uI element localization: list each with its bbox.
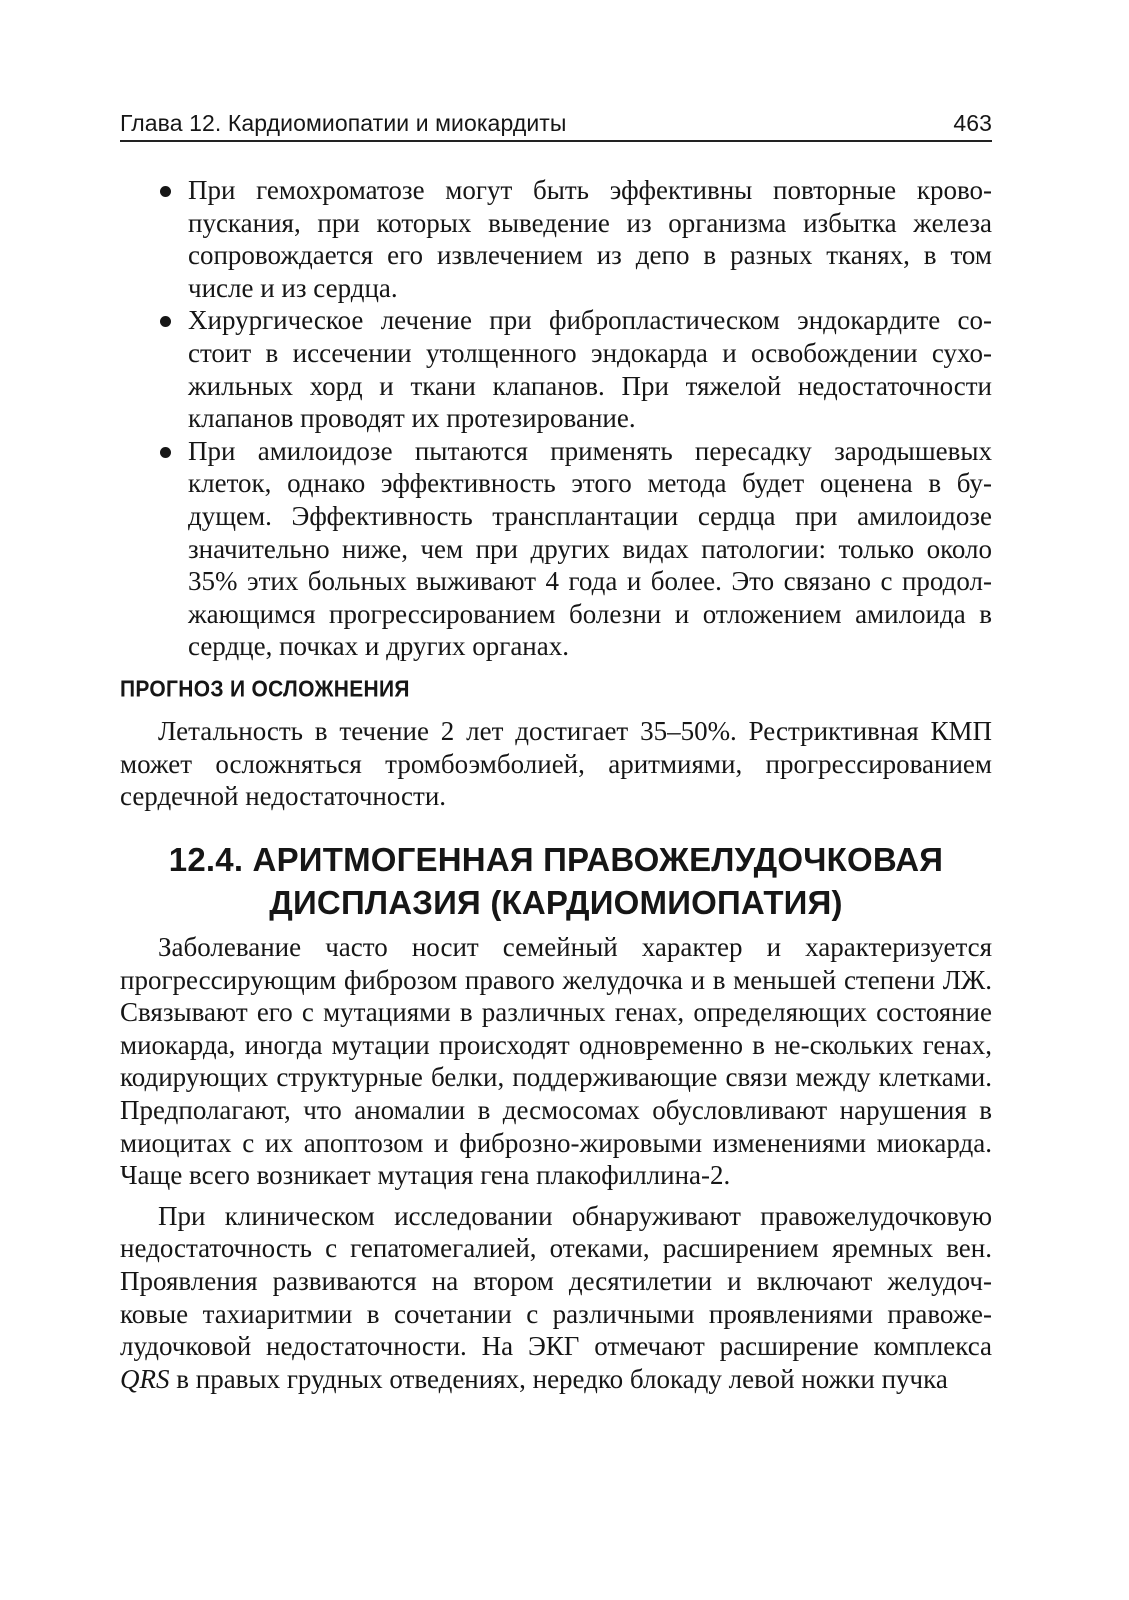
list-item [120,435,992,663]
list-item-text: Хирургическое лечение при фибропластическом эндокардите со-стоит в иссечении утолщенного эндокарда и освобождении сухо-жильных хорд и ткани клапанов. При тяжелой недостаточности клапанов проводят их протезирование. [188,305,992,434]
bullet-icon [160,447,171,458]
section-paragraph-1: Заболевание часто носит семейный характер и характеризуется прогрессирующим фиброзом правого желудочка и в меньшей степени ЛЖ. Связывают его с мутациями в различных генах, определяющих состояние миокарда, иногда мутации происходят одновременно в не-скольких генах, кодирующих структурные белки, поддерживающие связи между клетками. Предполагают, что аномалии в десмосомах обусловливают нарушения в миоцитах с их апоптозом и фиброзно-жировыми изменениями миокарда. Чаще всего возникает мутация гена плакофиллина-2. [120,932,992,1191]
list-item-text: При амилоидозе пытаются применять пересадку зародышевых клеток, однако эффективность этого метода будет оценена в бу-дущем. Эффективность трансплантации сердца при амилоидозе значительно ниже, чем при других видах патологии: только около 35% этих больных выживают 4 года и более. Это связано с продол-жающимся прогрессированием болезни и отложением амилоида в сердце, почках и других органах. [188,435,992,662]
section-paragraph-2 [120,1200,992,1396]
book-page [120,100,992,1394]
running-header [120,100,992,142]
prognosis-section [120,715,992,813]
section-body [120,931,992,1395]
list-item [120,304,992,434]
bullet-icon [160,186,171,197]
prognosis-heading: ПРОГНОЗ И ОСЛОЖНЕНИЯ [120,677,410,702]
bullet-icon [160,316,171,327]
list-item-text: При гемохроматозе могут быть эффективны повторные крово-пускания, при которых выведение из организма избытка железа сопровождается его извлечением из депо в разных тканях, в том числе и из сердца. [188,175,992,303]
list-item [120,174,992,304]
page-number: 463 [953,110,992,136]
paragraph-2-text-start: При клиническом исследовании обнаруживают правожелудочковую недостаточность с гепатомегалией, отеками, расширением яремных вен. Проявления развиваются на втором десятилетии и включают желудоч-ковые тахиаритмии в сочетании с различными проявлениями правоже-лудочковой недостаточности. На ЭКГ отмечают расширение комплекса [120,1200,992,1362]
section-title-line-2: ДИСПЛАЗИЯ (КАРДИОМИОПАТИЯ) [269,884,843,921]
section-title [120,838,992,924]
treatment-bullet-list [120,174,992,663]
section-title-line-1: 12.4. АРИТМОГЕННАЯ ПРАВОЖЕЛУДОЧКОВАЯ [168,841,944,878]
paragraph-2-text-end: в правых грудных отведениях, нередко блокаду левой ножки пучка [169,1363,948,1394]
prognosis-paragraph: Летальность в течение 2 лет достигает 35–50%. Рестриктивная КМП может осложняться тромбоэмболией, аритмиями, прогрессированием сердечной недостаточности. [120,716,992,812]
chapter-title: Глава 12. Кардиомиопатии и миокардиты [120,110,567,136]
qrs-term: QRS [120,1363,170,1394]
